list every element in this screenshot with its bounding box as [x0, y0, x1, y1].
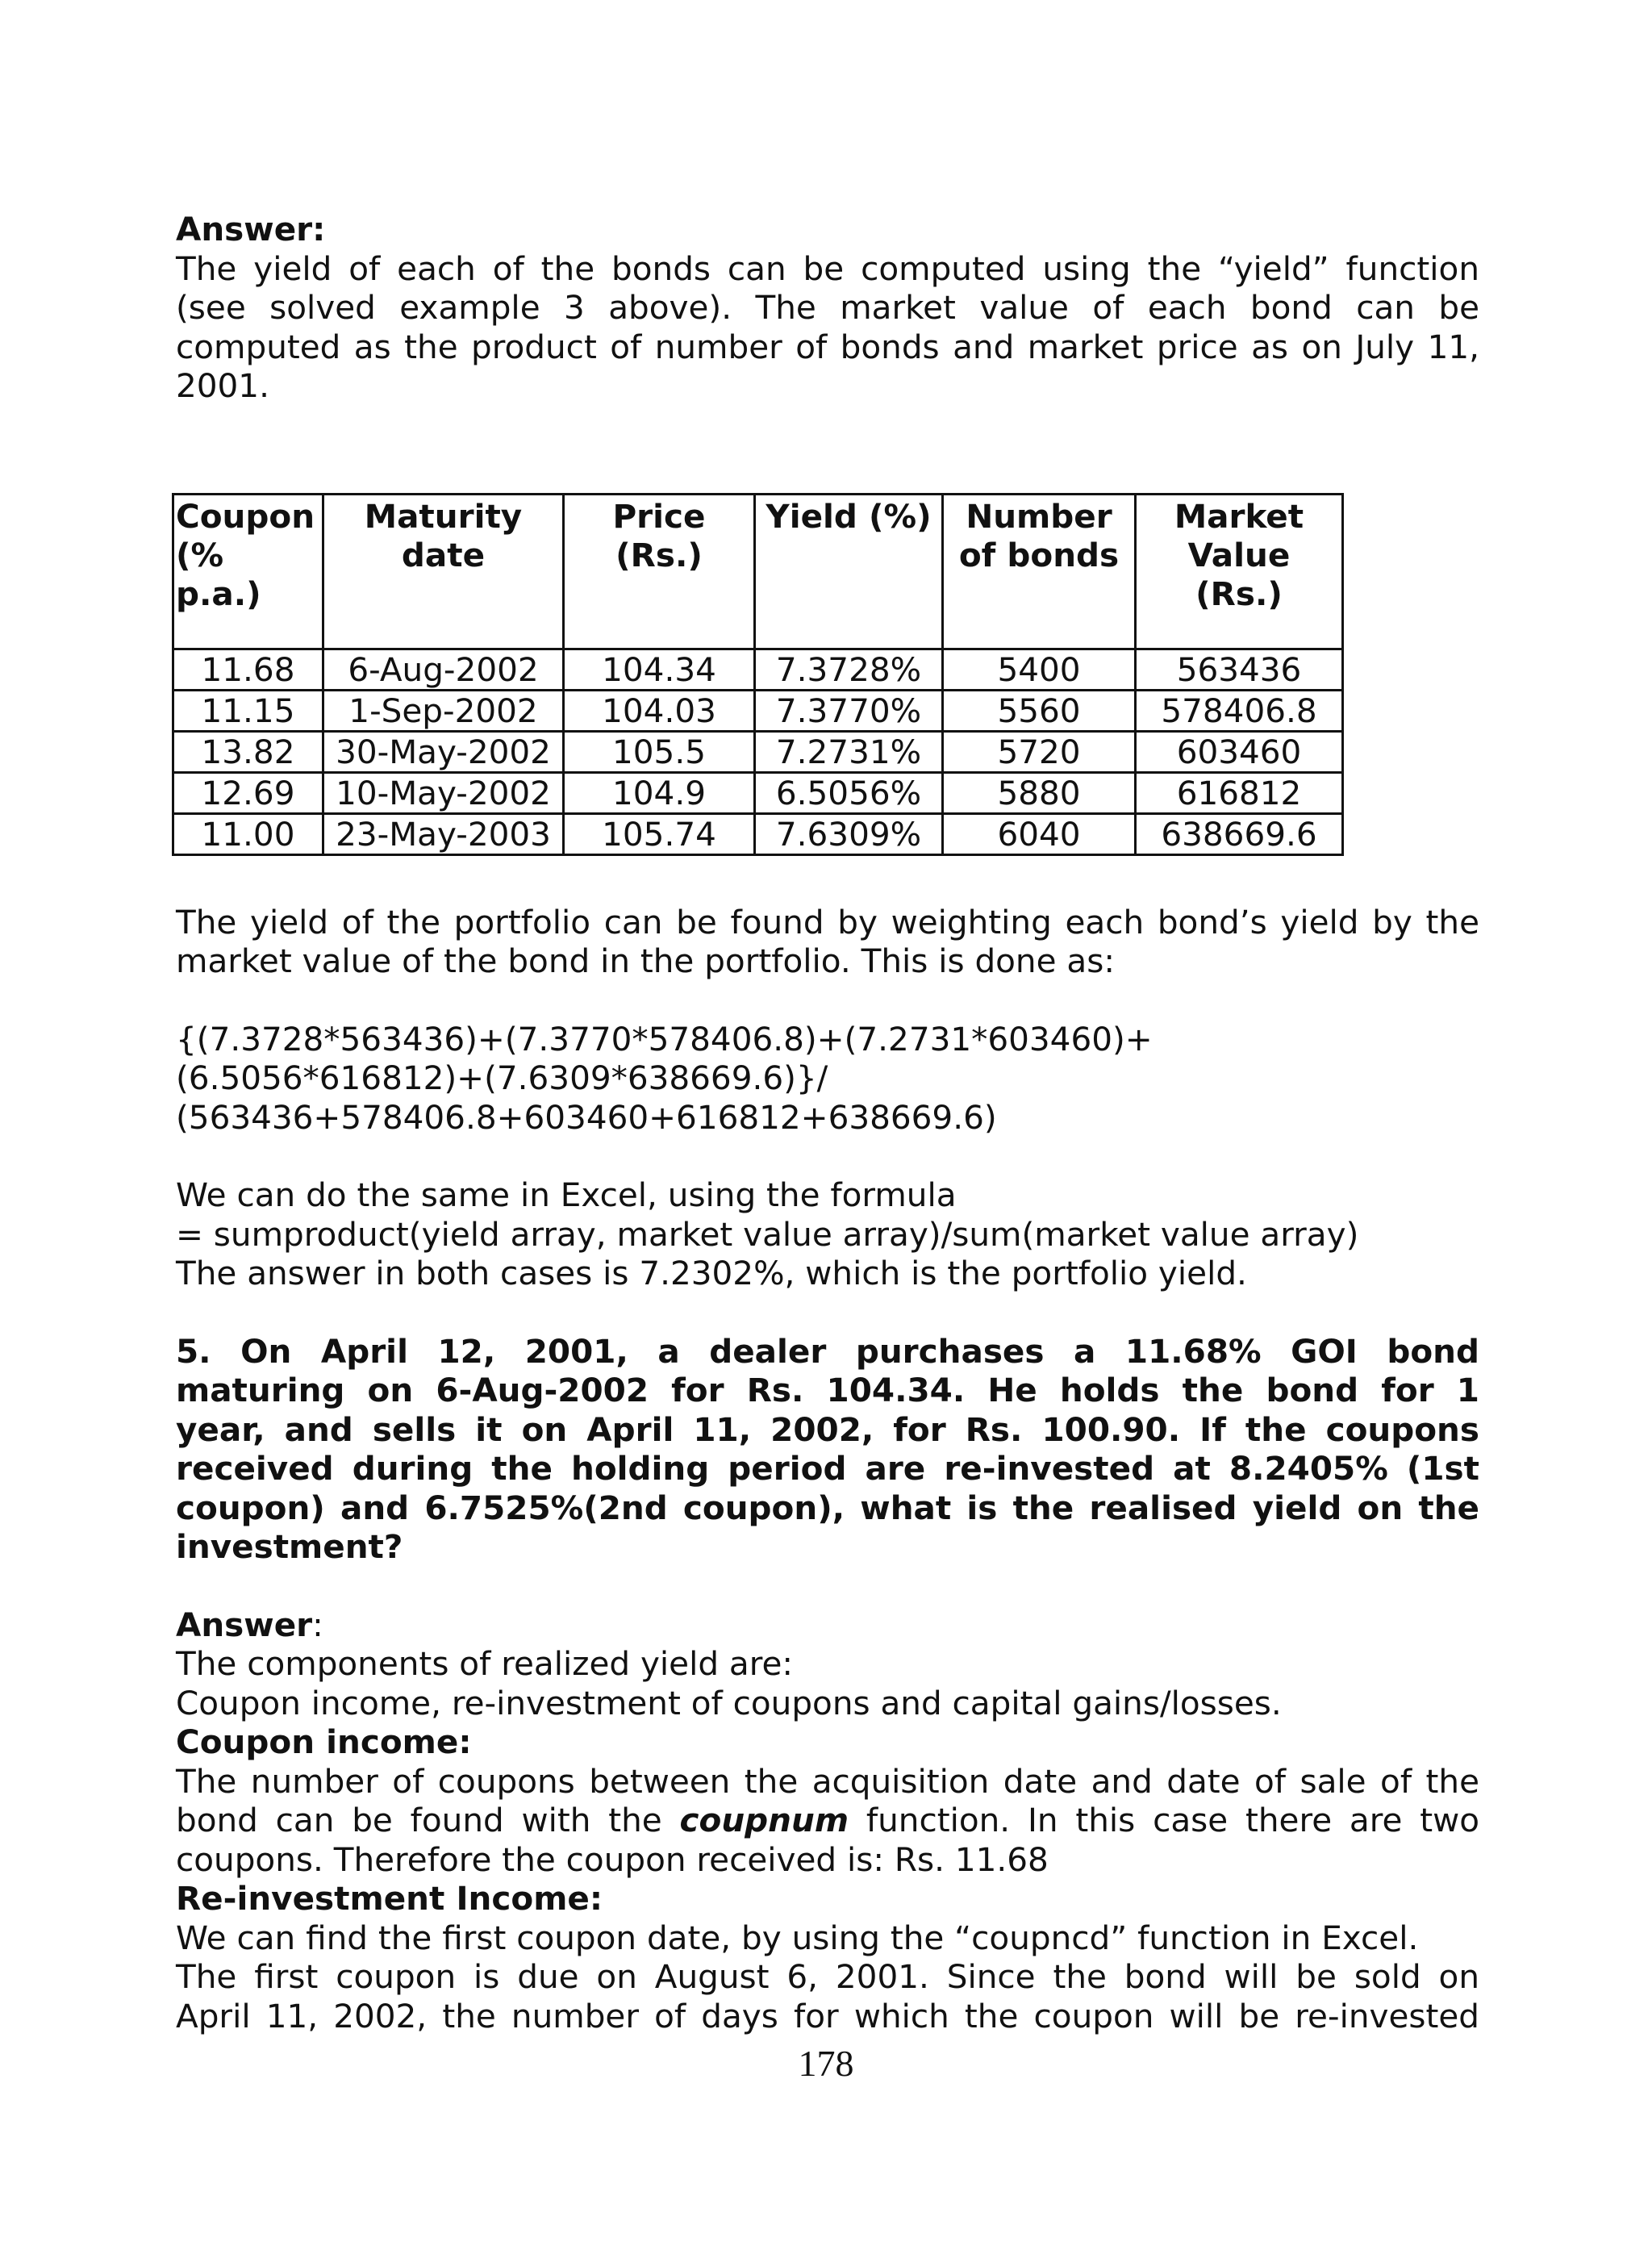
table-cell: 30-May-2002	[323, 731, 564, 772]
paragraph-line: April 11, 2002, the number of days for which the coupon will be re-invested	[176, 1996, 1479, 2035]
table-cell: 7.6309%	[755, 813, 943, 854]
table-cell: 7.2731%	[755, 731, 943, 772]
paragraph-line: computed as the product of number of bonds and market price as on July 11,	[176, 327, 1479, 366]
table-cell: 7.3770%	[755, 690, 943, 731]
table-row	[173, 649, 1343, 690]
paragraph-line: (see solved example 3 above). The market value of each bond can be	[176, 288, 1479, 327]
question-line: investment?	[176, 1527, 403, 1566]
table-cell: 23-May-2003	[323, 813, 564, 854]
table-cell: 5720	[943, 731, 1136, 772]
header-price: Price (Rs.)	[564, 494, 755, 649]
table-cell: 603460	[1136, 731, 1343, 772]
table-cell: 11.68	[173, 649, 323, 690]
table-cell: 10-May-2002	[323, 772, 564, 813]
table-cell: 616812	[1136, 772, 1343, 813]
formula-line: (6.5056*616812)+(7.6309*638669.6)}/	[176, 1058, 828, 1097]
table-cell: 5400	[943, 649, 1136, 690]
formula-line: {(7.3728*563436)+(7.3770*578406.8)+(7.2731*603460)+	[176, 1019, 1153, 1058]
paragraph-line: The yield of the portfolio can be found by weighting each bond’s yield by the	[176, 902, 1479, 941]
bond-table	[172, 493, 1344, 856]
question-line: 5. On April 12, 2001, a dealer purchases a 11.68% GOI bond	[176, 1331, 1479, 1371]
paragraph-line: Coupon income, re-investment of coupons and capital gains/losses.	[176, 1683, 1282, 1722]
table-cell: 5880	[943, 772, 1136, 813]
question-line: coupon) and 6.7525%(2nd coupon), what is the realised yield on the	[176, 1488, 1479, 1527]
header-coupon: Coupon (% p.a.)	[173, 494, 323, 649]
header-yield: Yield (%)	[755, 494, 943, 649]
table-cell: 104.9	[564, 772, 755, 813]
table-cell: 578406.8	[1136, 690, 1343, 731]
header-number-of-bonds: Number of bonds	[943, 494, 1136, 649]
table-cell: 6.5056%	[755, 772, 943, 813]
table-cell: 104.34	[564, 649, 755, 690]
question-5	[176, 1332, 1479, 1567]
portfolio-formula	[176, 1020, 1479, 1138]
table-cell: 7.3728%	[755, 649, 943, 690]
table-row	[173, 731, 1343, 772]
excel-paragraph	[176, 1175, 1479, 1293]
table-cell: 11.00	[173, 813, 323, 854]
table-cell: 105.5	[564, 731, 755, 772]
header-maturity-date: Maturity date	[323, 494, 564, 649]
table-cell: 13.82	[173, 731, 323, 772]
paragraph-line: We can do the same in Excel, using the formula	[176, 1175, 957, 1214]
question-line: received during the holding period are re-invested at 8.2405% (1st	[176, 1449, 1479, 1488]
coupon-income-heading: Coupon income:	[176, 1722, 472, 1761]
table-row	[173, 690, 1343, 731]
paragraph-line: market value of the bond in the portfolio. This is done as:	[176, 941, 1115, 980]
table-cell: 1-Sep-2002	[323, 690, 564, 731]
portfolio-paragraph	[176, 903, 1479, 981]
table-cell: 563436	[1136, 649, 1343, 690]
paragraph-line: = sumproduct(yield array, market value array)/sum(market value array)	[176, 1214, 1359, 1254]
table-cell: 6-Aug-2002	[323, 649, 564, 690]
table-cell: 5560	[943, 690, 1136, 731]
reinvestment-income-heading: Re-investment Income:	[176, 1879, 603, 1918]
table-cell: 6040	[943, 813, 1136, 854]
paragraph-line: The yield of each of the bonds can be computed using the “yield” function	[176, 248, 1479, 288]
paragraph-line: coupons. Therefore the coupon received is: Rs. 11.68	[176, 1839, 1049, 1879]
table-row	[173, 772, 1343, 813]
table-row	[173, 813, 1343, 854]
page-content	[176, 210, 1479, 2035]
answer-2-heading: Answer:	[176, 1605, 323, 1644]
formula-line: (563436+578406.8+603460+616812+638669.6)	[176, 1097, 997, 1137]
header-market-value: Market Value (Rs.)	[1136, 494, 1343, 649]
coupnum-function: coupnum	[679, 1801, 849, 1839]
table-header-row	[173, 494, 1343, 649]
paragraph-line: bond can be found with the coupnum function. In this case there are two	[176, 1801, 1479, 1839]
table-cell: 11.15	[173, 690, 323, 731]
paragraph-line: The components of realized yield are:	[176, 1644, 794, 1683]
table-cell: 104.03	[564, 690, 755, 731]
question-line: year, and sells it on April 11, 2002, for Rs. 100.90. If the coupons	[176, 1409, 1479, 1449]
paragraph-line: The first coupon is due on August 6, 2001. Since the bond will be sold on	[176, 1957, 1479, 1996]
paragraph-line: The number of coupons between the acquisition date and date of sale of the	[176, 1761, 1479, 1801]
page-number: 178	[798, 2043, 854, 2084]
answer-heading: Answer:	[176, 210, 326, 248]
answer-paragraph	[176, 249, 1479, 406]
paragraph-line: 2001.	[176, 366, 269, 405]
table-cell: 638669.6	[1136, 813, 1343, 854]
table-cell: 12.69	[173, 772, 323, 813]
table-cell: 105.74	[564, 813, 755, 854]
question-line: maturing on 6-Aug-2002 for Rs. 104.34. He holds the bond for 1	[176, 1371, 1479, 1409]
paragraph-line: We can find the first coupon date, by using the “coupncd” function in Excel.	[176, 1918, 1419, 1957]
paragraph-line: The answer in both cases is 7.2302%, which is the portfolio yield.	[176, 1254, 1247, 1292]
